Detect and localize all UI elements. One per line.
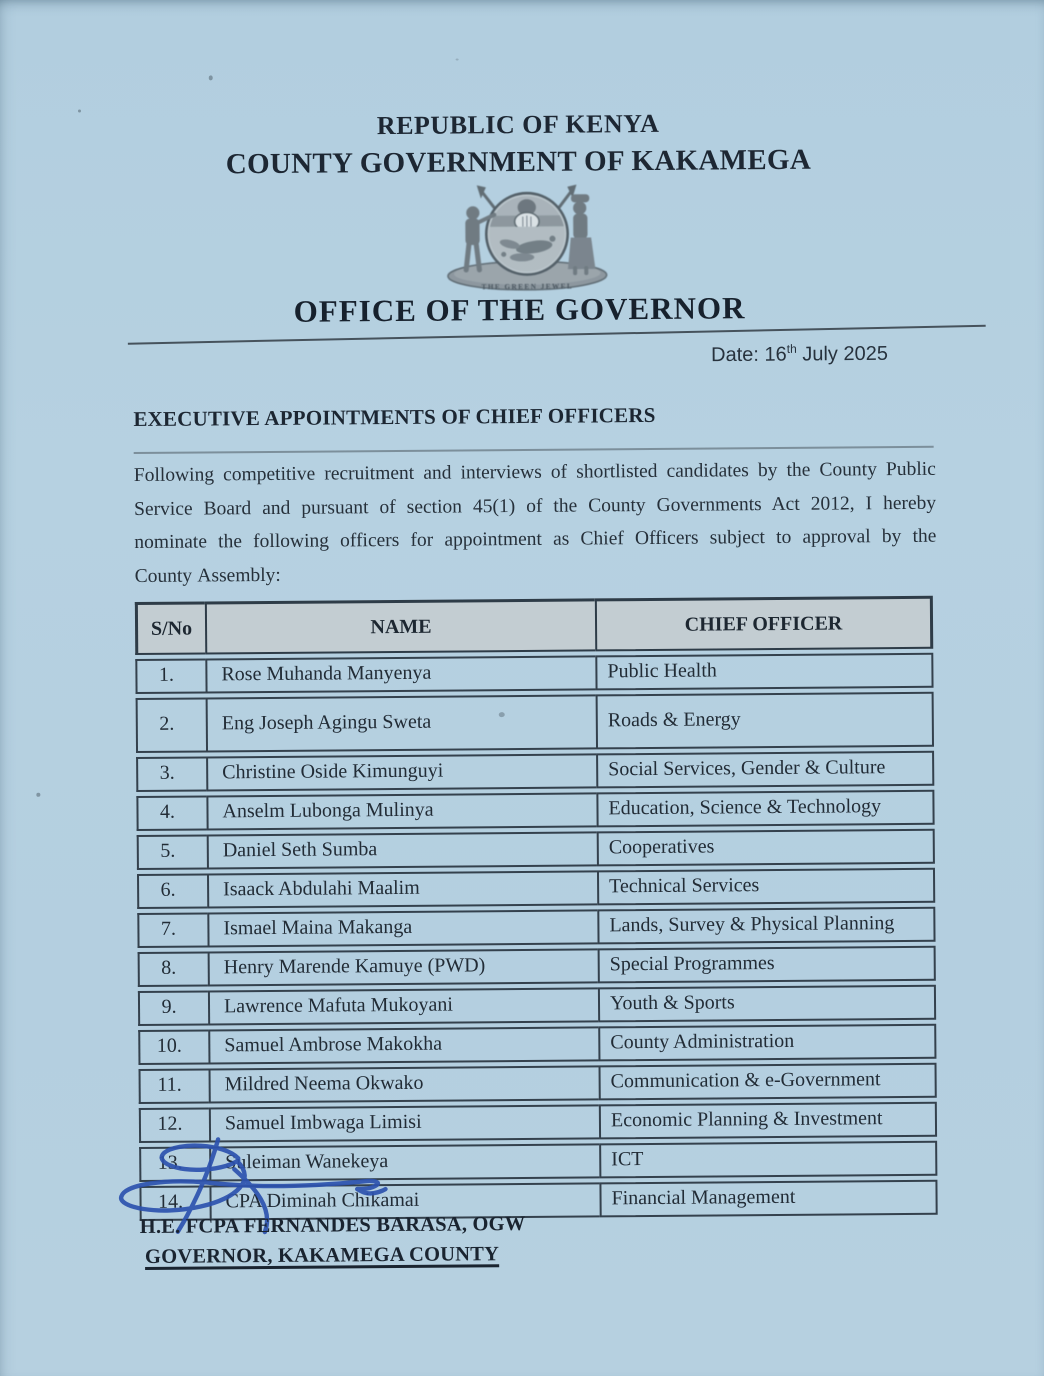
cell-chief-officer: Public Health xyxy=(595,653,933,691)
appointments-table xyxy=(135,592,938,1225)
emblem-motto: THE GREEN JEWEL xyxy=(482,282,574,291)
cell-chief-officer: Social Services, Gender & Culture xyxy=(596,751,934,789)
date-line xyxy=(133,341,933,372)
cell-chief-officer: Special Programmes xyxy=(598,946,936,984)
cell-name: Samuel Imbwaga Limisi xyxy=(209,1104,599,1142)
cell-sno: 3. xyxy=(136,756,206,792)
scan-speck xyxy=(456,58,459,60)
signoff-name: H.E. FCPA FERNANDES BARASA, OGW xyxy=(140,1213,526,1239)
cell-chief-officer: ICT xyxy=(599,1141,937,1179)
scan-speck xyxy=(36,793,40,797)
scan-speck xyxy=(499,712,505,717)
cell-chief-officer: Lands, Survey & Physical Planning xyxy=(597,907,935,945)
table-row xyxy=(136,751,934,792)
cell-chief-officer: Economic Planning & Investment xyxy=(599,1102,937,1140)
cell-chief-officer: Youth & Sports xyxy=(598,985,936,1023)
cell-chief-officer: Roads & Energy xyxy=(596,692,934,750)
office-title: OFFICE OF THE GOVERNOR xyxy=(0,288,1042,332)
date-suffix: July 2025 xyxy=(797,343,888,366)
cell-chief-officer: Communication & e-Government xyxy=(599,1063,937,1101)
cell-chief-officer: Education, Science & Technology xyxy=(596,790,934,828)
table-row xyxy=(138,1024,936,1065)
cell-sno: 4. xyxy=(136,795,206,831)
table-row xyxy=(139,1063,937,1104)
cell-name: Ismael Maina Makanga xyxy=(207,909,597,947)
cell-name: Anselm Lubonga Mulinya xyxy=(206,792,596,830)
cell-name: Samuel Ambrose Makokha xyxy=(208,1026,598,1064)
cell-chief-officer: Financial Management xyxy=(599,1180,937,1218)
cell-name: Mildred Neema Okwako xyxy=(209,1065,599,1103)
cell-name: Christine Oside Kimunguyi xyxy=(206,753,596,791)
date-prefix: Date: 16 xyxy=(711,344,787,367)
table-row xyxy=(136,692,934,753)
cell-name: Henry Marende Kamuye (PWD) xyxy=(208,948,598,986)
cell-name: CPA Diminah Chikamai xyxy=(209,1182,599,1220)
table-row xyxy=(138,946,936,987)
scan-speck xyxy=(209,75,213,80)
date-superscript: th xyxy=(787,342,797,356)
section-heading: EXECUTIVE APPOINTMENTS OF CHIEF OFFICERS xyxy=(133,401,933,432)
cell-sno: 14. xyxy=(139,1185,209,1221)
cell-name: Daniel Seth Sumba xyxy=(207,831,597,869)
cell-sno: 6. xyxy=(137,873,207,909)
table-row xyxy=(137,829,935,870)
col-header-name: NAME xyxy=(205,598,595,654)
table-row xyxy=(135,653,933,694)
body-paragraph: Following competitive recruitment and interviews of shortlisted candidates by the County Public Service Board and pursuant of section 45(1) of the County Governments Act 2012, I hereby nominate the following officers for appointment as Chief Officers subject to approval by the County Assembly: xyxy=(134,453,937,593)
republic-title: REPUBLIC OF KENYA xyxy=(0,106,1040,144)
cell-name: Suleiman Wanekeya xyxy=(209,1143,599,1181)
cell-sno: 7. xyxy=(137,912,207,948)
cell-sno: 8. xyxy=(138,951,208,987)
table-header-row xyxy=(135,596,933,655)
table-row xyxy=(136,790,934,831)
cell-chief-officer: Technical Services xyxy=(597,868,935,906)
scan-speck xyxy=(78,109,81,112)
cell-sno: 11. xyxy=(139,1068,209,1104)
cell-sno: 10. xyxy=(138,1029,208,1065)
cell-sno: 12. xyxy=(139,1107,209,1143)
signoff-title: GOVERNOR, KAKAMEGA COUNTY xyxy=(145,1243,499,1269)
cell-sno: 2. xyxy=(136,697,206,753)
cell-sno: 1. xyxy=(135,658,205,694)
cell-chief-officer: County Administration xyxy=(598,1024,936,1062)
table-row xyxy=(138,985,936,1026)
kakamega-coat-of-arms-icon xyxy=(419,182,636,298)
cell-sno: 5. xyxy=(137,834,207,870)
cell-chief-officer: Cooperatives xyxy=(597,829,935,867)
col-header-chief-officer: CHIEF OFFICER xyxy=(595,596,933,652)
cell-name: Isaack Abdulahi Maalim xyxy=(207,870,597,908)
cell-name: Eng Joseph Agingu Sweta xyxy=(206,694,596,752)
cell-sno: 9. xyxy=(138,990,208,1026)
col-header-sno: S/No xyxy=(135,601,205,655)
cell-name: Rose Muhanda Manyenya xyxy=(205,655,595,693)
county-government-title: COUNTY GOVERNMENT OF KAKAMEGA xyxy=(0,142,1041,183)
table-row xyxy=(137,907,935,948)
cell-sno: 13. xyxy=(139,1146,209,1182)
cell-name: Lawrence Mafuta Mukoyani xyxy=(208,987,598,1025)
table-row xyxy=(137,868,935,909)
